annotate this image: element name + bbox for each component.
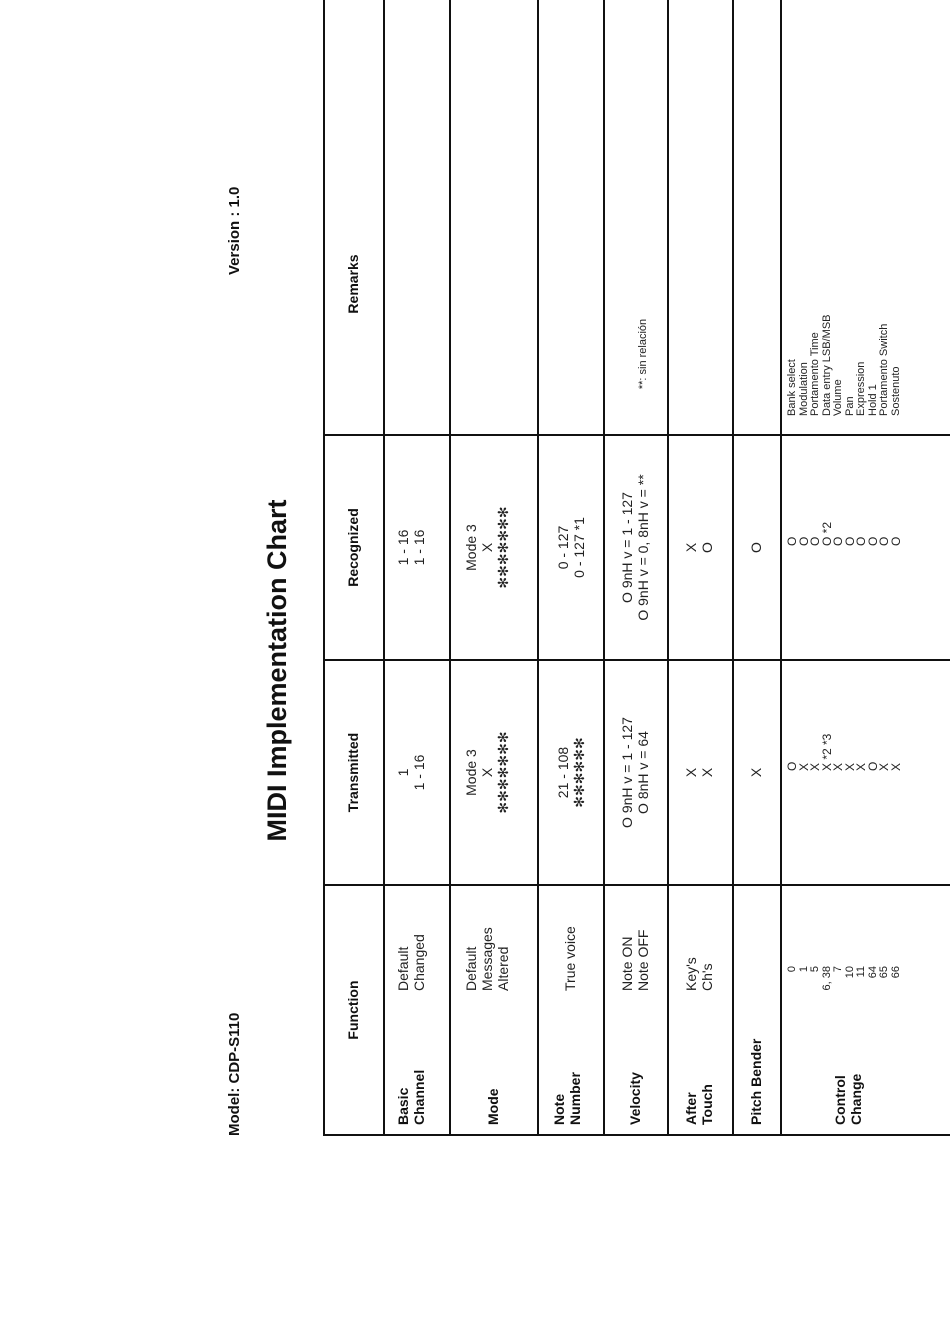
note-number-recognized: 0 - 127 0 - 127 *1	[555, 517, 587, 578]
page-title: MIDI Implementation Chart	[262, 499, 292, 842]
control-change-transmitted: O X X X *2 *3 X X X O X X	[785, 733, 903, 771]
pitch-bender-recognized: O	[748, 542, 764, 553]
control-change-numbers: 0 1 5 6, 38 7 10 11 64 65 66	[786, 966, 902, 991]
after-touch-transmitted: X X	[683, 767, 715, 778]
function-note-number: Note Number	[551, 1072, 583, 1125]
function-basic-channel: Basic Channel	[395, 1069, 427, 1125]
control-change-remarks: Bank select Modulation Portamento Time Data entry LSB/MSB Volume Pan Expression Hold 1 Portamento Switch Sostenuto	[786, 314, 902, 416]
row-divider	[780, 0, 782, 1136]
pitch-bender-transmitted: X	[748, 767, 764, 778]
mode-transmitted: Mode 3 X ✻✻✻✻✻✻✻	[463, 731, 511, 814]
velocity-remarks: **: sin relación	[637, 318, 649, 390]
function-after-touch: After Touch	[683, 1084, 715, 1125]
velocity-transmitted: O 9nH v = 1 - 127 O 8nH v = 64	[619, 717, 651, 828]
after-touch-recognized: X O	[683, 542, 715, 553]
function-pitch-bender: Pitch Bender	[748, 1038, 764, 1125]
note-number-transmitted: 21 - 108 ✻✻✻✻✻✻	[555, 737, 587, 808]
row-divider	[732, 0, 734, 1136]
function-velocity: Velocity	[627, 1072, 643, 1125]
row-divider	[537, 0, 539, 1136]
basic-channel-transmitted: 1 1 - 16	[395, 754, 427, 791]
row-divider	[603, 0, 605, 1136]
column-divider	[323, 884, 950, 886]
header-remarks: Remarks	[345, 254, 361, 314]
mode-recognized: Mode 3 X ✻✻✻✻✻✻✻	[463, 506, 511, 589]
velocity-recognized: O 9nH v = 1 - 127 O 9nH v = 0, 8nH v = **	[619, 474, 651, 621]
mode-sub: Default Messages Altered	[463, 927, 511, 991]
row-divider	[383, 0, 385, 1136]
header-transmitted: Transmitted	[345, 732, 361, 813]
row-divider	[667, 0, 669, 1136]
function-mode: Mode	[485, 1088, 501, 1125]
note-number-sub: True voice	[562, 926, 578, 991]
model-label: Model: CDP-S110	[226, 1012, 243, 1136]
row-divider	[449, 0, 451, 1136]
header-function: Function	[345, 980, 361, 1040]
version-label: Version : 1.0	[226, 186, 243, 275]
table-border-left	[323, 1134, 950, 1136]
control-change-recognized: O O O O *2 O O O O O O	[785, 521, 903, 546]
basic-channel-recognized: 1 - 16 1 - 16	[395, 529, 427, 566]
after-touch-sub: Key's Ch's	[683, 957, 715, 991]
velocity-sub: Note ON Note OFF	[619, 929, 651, 991]
header-recognized: Recognized	[345, 508, 361, 587]
basic-channel-sub: Default Changed	[395, 934, 427, 991]
function-control-change: Control Change	[832, 1073, 864, 1125]
